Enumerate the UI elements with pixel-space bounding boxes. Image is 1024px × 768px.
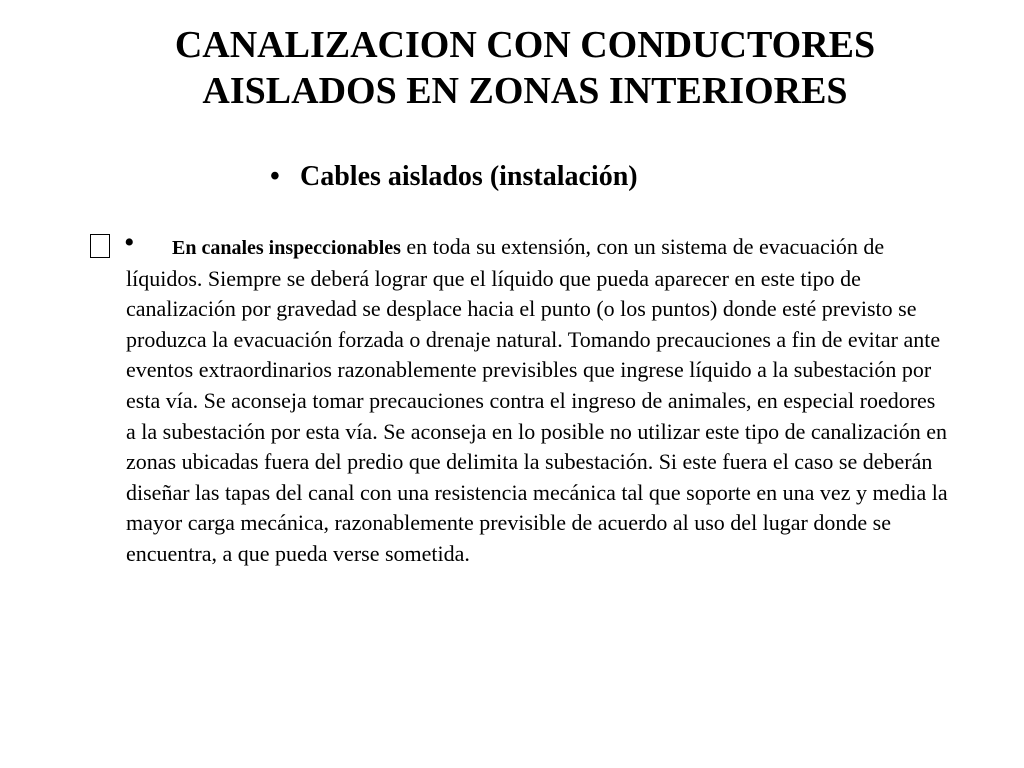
subtitle-bullet-item — [270, 160, 830, 194]
slide-title-line-1: CANALIZACION CON CONDUCTORES — [174, 24, 876, 66]
subtitle-text: Cables aislados (instalación) — [300, 161, 638, 192]
slide-title — [60, 22, 990, 114]
body-text: en toda su extensión, con un sistema de evacuación de líquidos. Siempre se deberá lograr que el líquido que pueda aparecer en este tipo de canalización por gravedad se desplace hacia el punto (o los puntos) donde esté previsto se produzca la evacuación forzada o drenaje natural. Tomando precauciones a fin de evitar ante eventos extraordinarios razonablemente previsibles que ingrese líquido a la subestación por esta vía. Se aconseja tomar precauciones contra el ingreso de animales, en especial roedores a la subestación por esta vía. Se aconseja en lo posible no utilizar este tipo de canalización en zonas ubicadas fuera del predio que delimita la subestación. Si este fuera el caso se deberán diseñar las tapas del canal con una resistencia mecánica tal que soporte en una vez y media la mayor carga mecánica, razonablemente previsible de acuerdo al uso del lugar donde se encuentra, a que pueda verse sometida. — [126, 234, 948, 566]
missing-glyph-box-icon — [90, 234, 110, 258]
body-paragraph — [90, 232, 950, 570]
body-lead-text: En canales inspeccionables — [172, 237, 401, 259]
body-bullet-icon: • — [124, 226, 135, 259]
slide-title-line-2: AISLADOS EN ZONAS INTERIORES — [202, 70, 848, 112]
subtitle-bullet-icon: • — [270, 161, 280, 192]
body-bullet-item — [90, 226, 950, 570]
